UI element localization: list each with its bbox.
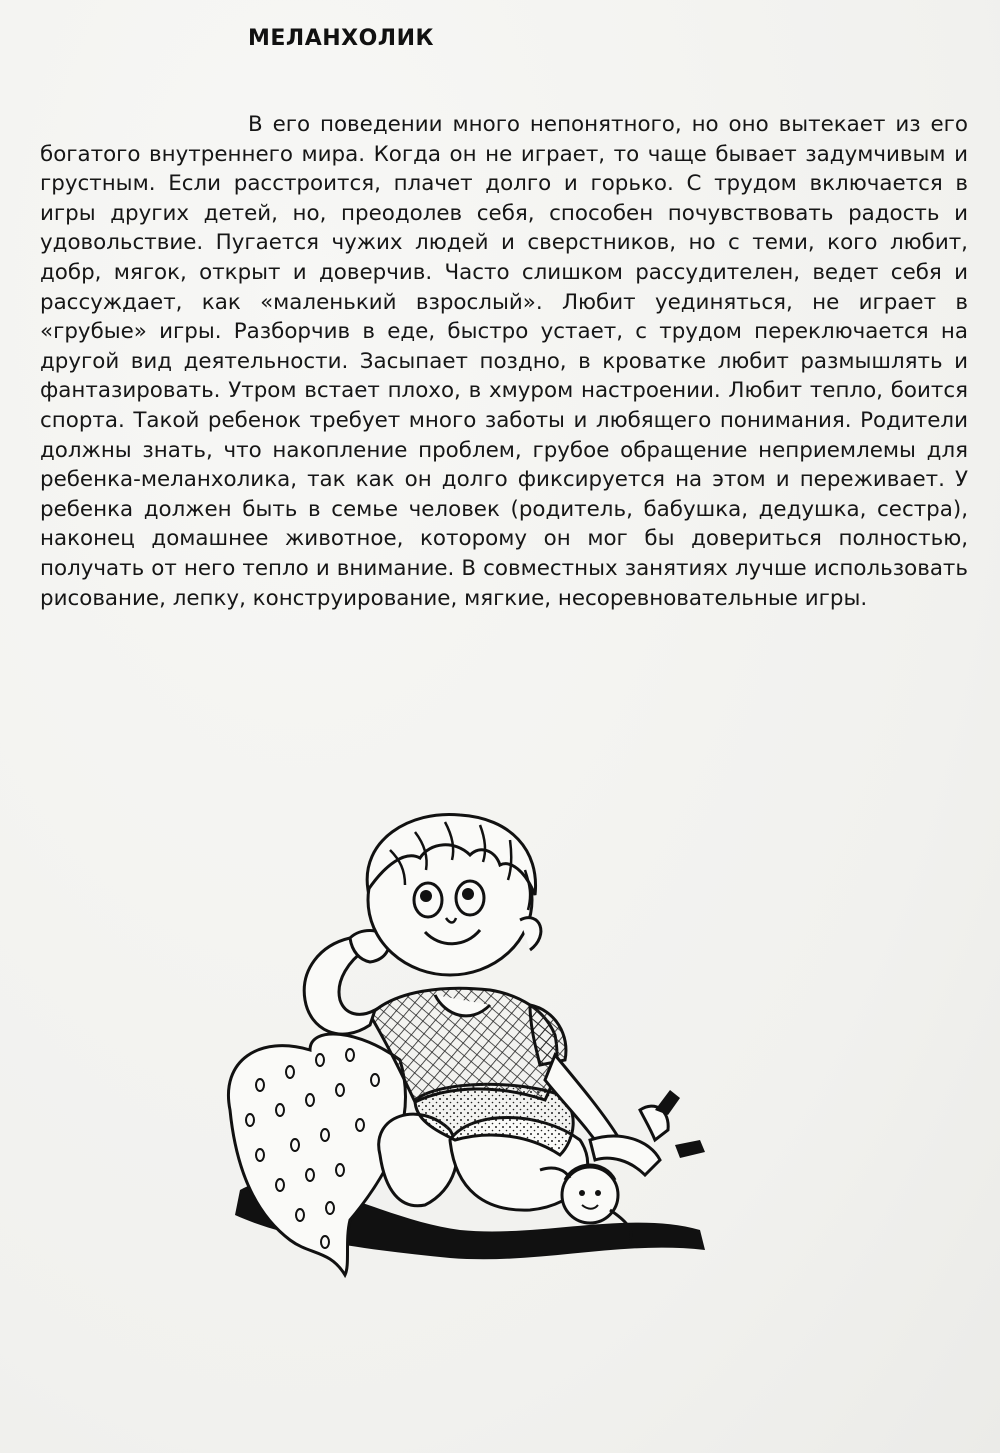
melancholic-child-drawing-icon [200, 810, 740, 1290]
body-paragraph: В его поведении много непонятного, но оно вытекает из его богатого внутреннего мира. Когда он не играет, то чаще бывает задумчивым и грустным. Если расстроится, плачет долго и горько. С трудом включается в игры других детей, но, преодолев себя, способен почувствовать радость и удовольствие. Пугается чужих людей и сверстников, но с теми, кого любит, добр, мягок, открыт и доверчив. Часто слишком рассудителен, ведет себя и рассуждает, как «маленький взрослый». Любит уединяться, не играет в «грубые» игры. Разборчив в еде, быстро устает, с трудом переключается на другой вид деятельности. Засыпает поздно, в кроватке любит размышлять и фантазировать. Утром встает плохо, в хмуром настроении. Любит тепло, боится спорта. Такой ребенок требует много заботы и любящего понимания. Родители должны знать, что накопление проблем, грубое обращение неприемлемы для ребенка-меланхолика, так как он долго фиксируется на этом и переживает. У ребенка должен быть в семье человек (родитель, бабушка, дедушка, сестра), наконец домашнее животное, которому он мог бы довериться полностью, получать от него тепло и внимание. В совместных занятиях лучше использовать рисование, лепку, конструирование, мягкие, несоревновательные игры. [40, 112, 968, 611]
page-title: МЕЛАНХОЛИК [248, 26, 434, 51]
